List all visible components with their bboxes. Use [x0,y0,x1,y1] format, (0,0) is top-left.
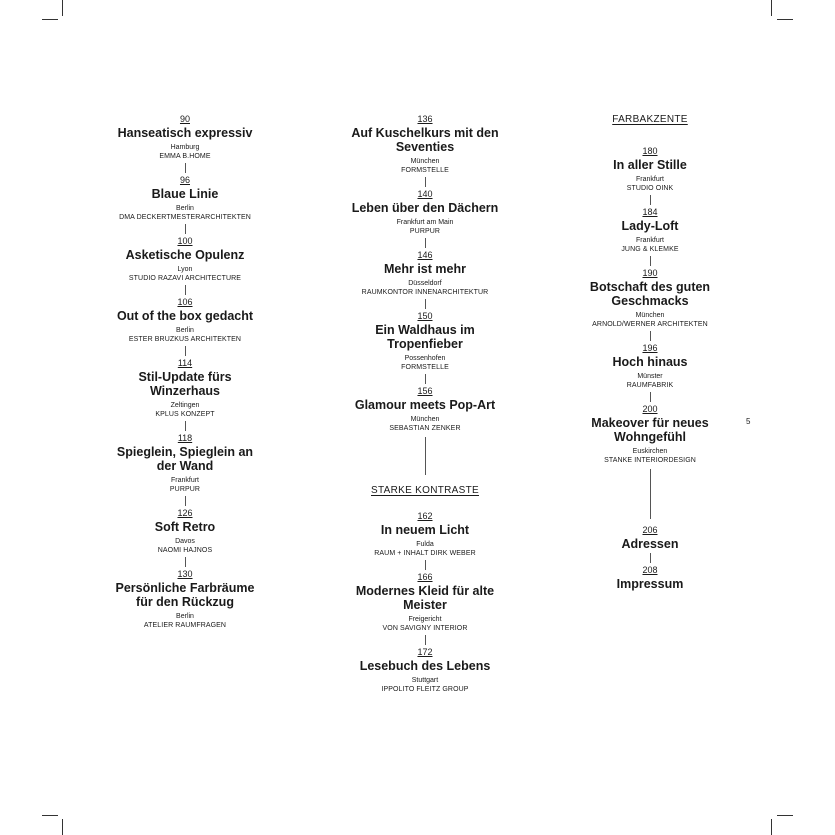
entry-title: Persönliche Farbräume für den Rückzug [115,581,255,609]
connector-line [185,285,186,295]
page-ref: 150 [417,311,433,321]
page-ref: 146 [417,250,433,260]
section-heading: FARBAKZENTE [612,114,688,125]
crop-mark [62,0,63,16]
connector-line [185,224,186,234]
toc-entry[interactable] [617,565,684,591]
entry-title: Soft Retro [154,520,216,534]
connector-line [650,392,651,402]
connector-line [650,469,651,519]
toc-entry[interactable] [575,268,725,329]
entry-title: Blaue Linie [151,187,219,201]
entry-city: Berlin [176,613,194,620]
toc-column-3 [535,114,765,591]
entry-city: München [635,312,665,319]
page-ref: 106 [177,297,193,307]
entry-title: Hanseatisch expressiv [117,126,253,140]
page-ref: 156 [417,386,433,396]
entry-studio: IPPOLITO FLEITZ GROUP [381,686,469,693]
entry-city: Davos [175,538,195,545]
page-ref: 166 [417,572,433,582]
toc-entry[interactable] [110,569,260,630]
connector-line [185,346,186,356]
entry-title: In aller Stille [613,158,687,172]
page-ref: 96 [179,175,190,185]
entry-title: Mehr ist mehr [384,262,466,276]
entry-title: Stil-Update fürs Winzerhaus [138,370,232,398]
entry-studio: RAUM + INHALT DIRK WEBER [374,550,476,557]
connector-line [650,553,651,563]
toc-entry[interactable] [612,343,687,390]
toc-entry[interactable] [118,114,253,161]
page-ref: 136 [417,114,433,124]
toc-column-2 [310,114,540,694]
entry-title: Hoch hinaus [612,355,688,369]
entry-city: Frankfurt [635,176,664,183]
section-heading: STARKE KONTRASTE [371,485,479,496]
entry-title: Auf Kuschelkurs mit den Seventies [351,126,499,154]
connector-line [185,421,186,431]
page-ref: 162 [417,511,433,521]
entry-studio: ESTER BRUZKUS ARCHITEKTEN [128,336,242,343]
connector-line [425,238,426,248]
crop-mark [62,819,63,835]
crop-mark [42,815,58,816]
entry-title: Out of the box gedacht [116,309,254,323]
toc-column-1 [70,114,300,630]
toc-entry[interactable] [350,311,500,372]
page-ref: 100 [177,236,193,246]
connector-line [425,299,426,309]
entry-title: Leben über den Dächern [351,201,499,215]
entry-studio: RAUMKONTOR INNENARCHITEKTUR [361,289,489,296]
crop-mark [771,819,772,835]
page-ref: 208 [642,565,658,575]
page-ref: 172 [417,647,433,657]
entry-studio: STUDIO RAZAVI ARCHITECTURE [128,275,242,282]
entry-studio: NAOMI HAJNOS [157,547,213,554]
page-ref: 90 [179,114,190,124]
page-ref: 130 [177,569,193,579]
connector-line [425,177,426,187]
entry-city: München [410,158,440,165]
entry-studio: PURPUR [169,486,201,493]
page-ref: 190 [642,268,658,278]
entry-city: Düsseldorf [408,280,442,287]
entry-city: Freigericht [408,616,442,623]
entry-title: Lesebuch des Lebens [359,659,491,673]
entry-city: Frankfurt [170,477,199,484]
entry-title: Makeover für neues Wohngefühl [591,416,709,444]
entry-city: Berlin [176,327,194,334]
toc-entry[interactable] [350,572,500,633]
toc-entry[interactable] [126,236,245,283]
crop-mark [771,0,772,16]
entry-title: Adressen [621,537,679,551]
entry-title: Spieglein, Spieglein an der Wand [116,445,254,473]
entry-studio: PURPUR [409,228,441,235]
entry-city: Lyon [177,266,193,273]
page-number: 5 [746,417,751,426]
page-ref: 180 [642,146,658,156]
connector-line [185,163,186,173]
connector-line [425,437,426,475]
toc-entry[interactable] [360,647,491,694]
toc-entry[interactable] [621,207,678,254]
connector-line [650,195,651,205]
connector-line [185,496,186,506]
toc-entry[interactable] [117,297,253,344]
connector-line [425,560,426,570]
toc-entry[interactable] [575,404,725,465]
entry-studio: KPLUS KONZEPT [155,411,215,418]
connector-line [650,256,651,266]
entry-city: Berlin [176,205,194,212]
entry-title: Botschaft des guten Geschmacks [589,280,711,308]
page-ref: 206 [642,525,658,535]
page-ref: 114 [177,358,193,368]
entry-city: Frankfurt am Main [396,219,454,226]
entry-studio: STUDIO OINK [626,185,674,192]
entry-title: Ein Waldhaus im Tropenfieber [375,323,475,351]
connector-line [425,374,426,384]
entry-city: Zeltingen [170,402,200,409]
entry-city: München [410,416,440,423]
entry-city: Frankfurt [635,237,664,244]
page-ref: 200 [642,404,658,414]
entry-studio: FORMSTELLE [401,167,449,174]
connector-line [425,635,426,645]
entry-studio: ATELIER RAUMFRAGEN [143,622,227,629]
page-ref: 196 [642,343,658,353]
entry-studio: VON SAVIGNY INTERIOR [382,625,468,632]
entry-studio: ARNOLD/WERNER ARCHITEKTEN [592,321,708,328]
toc-entry[interactable] [352,189,499,236]
entry-studio: FORMSTELLE [401,364,449,371]
entry-city: Münster [637,373,663,380]
toc-entry[interactable] [155,508,215,555]
crop-mark [42,19,58,20]
toc-entry[interactable] [350,114,500,175]
connector-line [650,331,651,341]
entry-studio: RAUMFABRIK [626,382,674,389]
page-ref: 184 [642,207,658,217]
entry-city: Possenhofen [404,355,446,362]
crop-mark [777,815,793,816]
toc-entry[interactable] [622,525,679,551]
connector-line [185,557,186,567]
entry-title: Glamour meets Pop-Art [354,398,496,412]
toc-entry[interactable] [119,175,251,222]
entry-title: Modernes Kleid für alte Meister [355,584,495,612]
entry-studio: SEBASTIAN ZENKER [389,425,461,432]
entry-city: Hamburg [170,144,200,151]
page-ref: 126 [177,508,193,518]
entry-title: Impressum [616,577,684,591]
entry-city: Euskirchen [632,448,668,455]
toc-entry[interactable] [613,146,687,193]
toc-entry[interactable] [374,511,476,558]
entry-studio: JUNG & KLEMKE [621,246,679,253]
entry-city: Fulda [416,541,434,548]
entry-studio: EMMA B.HOME [159,153,211,160]
toc-entry[interactable] [110,433,260,494]
crop-mark [777,19,793,20]
toc-entry[interactable] [110,358,260,419]
toc-entry[interactable] [355,386,495,433]
entry-studio: DMA DECKERTMESTERARCHITEKTEN [119,214,251,221]
entry-title: Lady-Loft [621,219,679,233]
entry-studio: STANKE INTERIORDESIGN [604,457,696,464]
page-ref: 118 [177,433,193,443]
entry-title: In neuem Licht [380,523,470,537]
page-ref: 140 [417,189,433,199]
toc-entry[interactable] [362,250,489,297]
entry-title: Asketische Opulenz [125,248,245,262]
entry-city: Stuttgart [411,677,439,684]
